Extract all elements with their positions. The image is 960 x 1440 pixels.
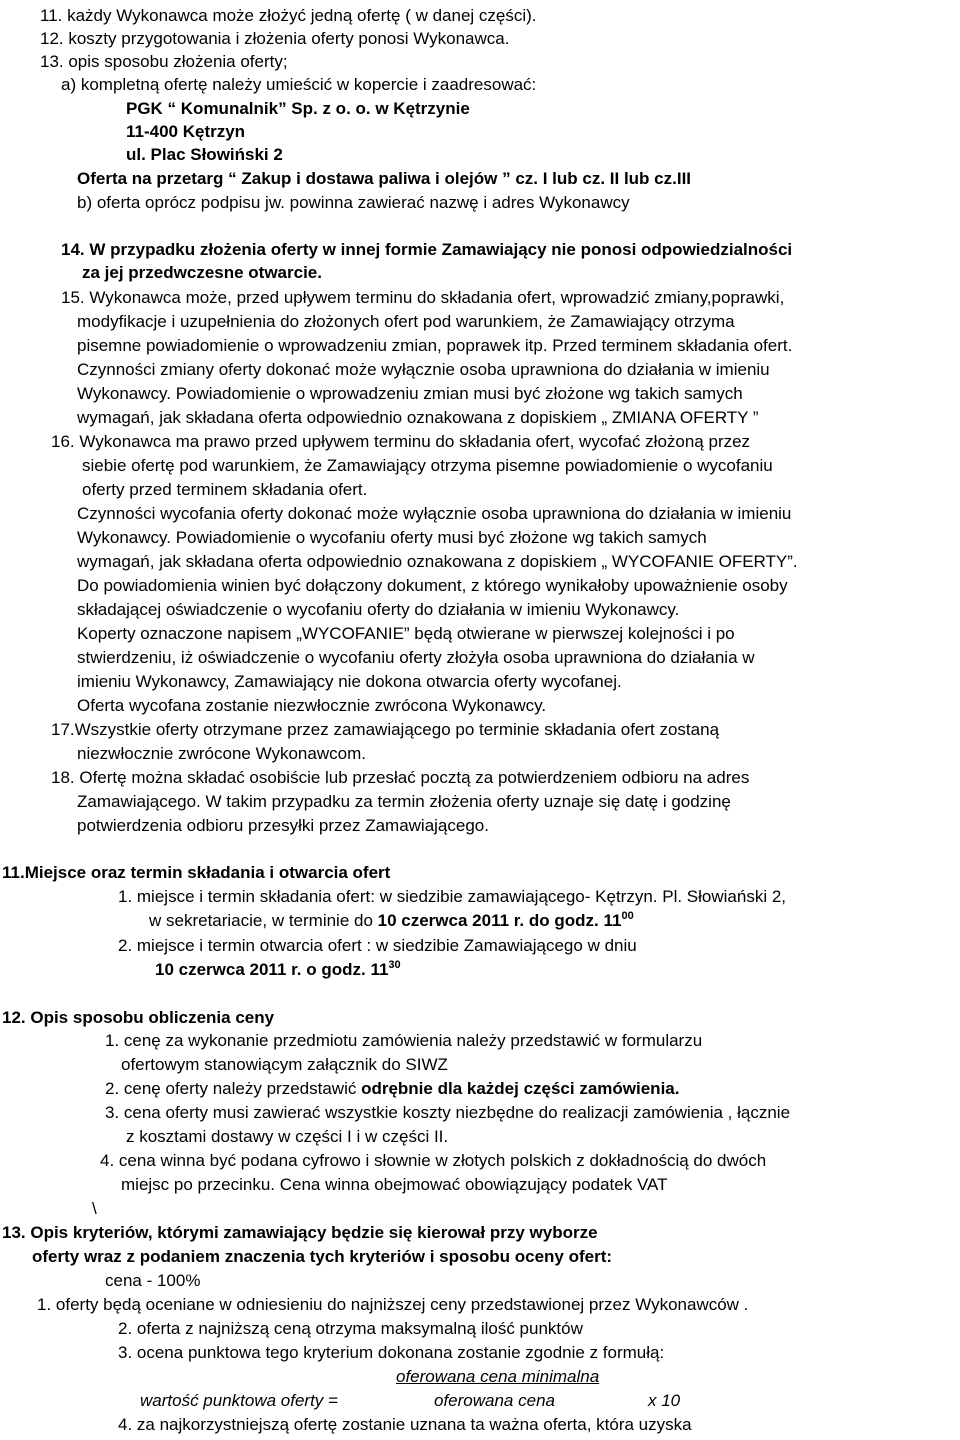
section-13-item-2: 2. oferta z najniższą ceną otrzyma maksymalną ilość punktów xyxy=(118,1319,583,1338)
formula-numerator: oferowana cena minimalna xyxy=(396,1367,600,1386)
item-16-line-9: Koperty oznaczone napisem „WYCOFANIE” będą otwierane w pierwszej kolejności i po xyxy=(77,624,735,643)
offer-title: Oferta na przetarg “ Zakup i dostawa paliwa i olejów ” cz. I lub cz. II lub cz.III xyxy=(77,169,692,188)
item-15-line-5: Wykonawcy. Powiadomienie o wprowadzeniu zmian musi być złożone wg takich samych xyxy=(77,384,743,403)
item-16-line-4: Czynności wycofania oferty dokonać może wyłącznie osoba uprawniona do działania w imieniu xyxy=(77,504,792,523)
item-16-line-7: Do powiadomienia winien być dołączony dokument, z którego wynikałoby upoważnienie osoby xyxy=(77,576,788,595)
item-16-line-10: stwierdzeniu, iż oświadczenie o wycofaniu oferty złożyła osoba uprawniona do działania w xyxy=(77,648,755,667)
section-11-item-2-line-1: 2. miejsce i termin otwarcia ofert : w siedzibie Zamawiającego w dniu xyxy=(118,936,637,955)
address-line-1: PGK “ Komunalnik” Sp. z o. o. w Kętrzynie xyxy=(126,99,470,118)
section-13-item-3: 3. ocena punktowa tego kryterium dokonana zostanie zgodnie z formułą: xyxy=(118,1343,665,1362)
item-16-line-3: oferty przed terminem składania ofert. xyxy=(82,480,368,499)
section-11-item-1-line-1: 1. miejsce i termin składania ofert: w siedzibie zamawiającego- Kętrzyn. Pl. Słowiański 2, xyxy=(118,887,786,906)
submission-minutes: 00 xyxy=(621,910,634,922)
opening-date: 10 czerwca 2011 r. o godz. 11 xyxy=(155,960,389,979)
section-12-item-3-line-1: 3. cena oferty musi zawierać wszystkie koszty niezbędne do realizacji zamówienia , łącznie xyxy=(105,1103,791,1122)
item-13b: b) oferta oprócz podpisu jw. powinna zawierać nazwę i adres Wykonawcy xyxy=(77,193,630,212)
item-16-line-12: Oferta wycofana zostanie niezwłocznie zwrócona Wykonawcy. xyxy=(77,696,547,715)
section-13-item-4: 4. za najkorzystniejszą ofertę zostanie uznana ta ważna oferta, która uzyska xyxy=(118,1415,692,1434)
item-17-line-2: niezwłocznie zwrócone Wykonawcom. xyxy=(77,744,366,763)
section-13-heading-line-2: oferty wraz z podaniem znaczenia tych kryteriów i sposobu oceny ofert: xyxy=(32,1247,613,1266)
section-12-item-2 xyxy=(105,1079,679,1099)
item-14-line-1: 14. W przypadku złożenia oferty w innej formie Zamawiający nie ponosi odpowiedzialności xyxy=(61,240,793,259)
submission-text: w sekretariacie, w terminie do xyxy=(149,911,378,930)
item-18-line-1: 18. Ofertę można składać osobiście lub przesłać pocztą za potwierdzeniem odbioru na adres xyxy=(51,768,750,787)
item-11: 11. każdy Wykonawca może złożyć jedną ofertę ( w danej części). xyxy=(40,6,537,25)
item-18-line-2: Zamawiającego. W takim przypadku za termin złożenia oferty uznaje się datę i godzinę xyxy=(77,792,731,811)
item-13a: a) kompletną ofertę należy umieścić w kopercie i zaadresować: xyxy=(61,75,537,94)
item-16-line-5: Wykonawcy. Powiadomienie o wycofaniu oferty musi być złożone wg takich samych xyxy=(77,528,707,547)
formula-denominator: oferowana cena xyxy=(434,1391,555,1410)
section-12-item-1-line-2: ofertowym stanowiącym załącznik do SIWZ xyxy=(121,1055,448,1074)
submission-deadline: 10 czerwca 2011 r. do godz. 11 xyxy=(377,911,622,930)
item-16-line-6: wymagań, jak składana oferta odpowiednio oznakowana z dopiskiem „ WYCOFANIE OFERTY”. xyxy=(77,552,798,571)
item-17-line-1: 17.Wszystkie oferty otrzymane przez zamawiającego po terminie składania ofert zostaną xyxy=(51,720,720,739)
section-12-item-3-line-2: z kosztami dostawy w części I i w części II. xyxy=(126,1127,449,1146)
item-13: 13. opis sposobu złożenia oferty; xyxy=(40,52,288,71)
item-16-line-11: imieniu Wykonawcy, Zamawiający nie dokona otwarcia oferty wycofanej. xyxy=(77,672,622,691)
section-11-item-1-line-2 xyxy=(149,911,634,931)
item-16-line-2: siebie ofertę pod warunkiem, że Zamawiający otrzyma pisemne powiadomienie o wycofaniu xyxy=(82,456,773,475)
section-12-item-1-line-1: 1. cenę za wykonanie przedmiotu zamówienia należy przedstawić w formularzu xyxy=(105,1031,703,1050)
item-16-line-8: składającej oświadczenie o wycofaniu oferty do działania w imieniu Wykonawcy. xyxy=(77,600,680,619)
address-line-3: ul. Plac Słowiński 2 xyxy=(126,145,283,164)
section-13-item-1: 1. oferty będą oceniane w odniesieniu do najniższej ceny przedstawionej przez Wykonawców . xyxy=(37,1295,749,1314)
item-15-line-2: modyfikacje i uzupełnienia do złożonych ofert pod warunkiem, że Zamawiający otrzyma xyxy=(77,312,735,331)
section-12-item-4-line-2: miejsc po przecinku. Cena winna obejmować obowiązujący podatek VAT xyxy=(121,1175,668,1194)
item-18-line-3: potwierdzenia odbioru przesyłki przez Zamawiającego. xyxy=(77,816,489,835)
item-14-line-2: za jej przedwczesne otwarcie. xyxy=(82,263,322,282)
section-12-heading: 12. Opis sposobu obliczenia ceny xyxy=(2,1008,275,1027)
price-weight: cena - 100% xyxy=(105,1271,201,1290)
section-12-item-2-bold: odrębnie dla każdej części zamówienia. xyxy=(361,1079,680,1098)
formula-multiplier: x 10 xyxy=(648,1391,681,1410)
address-line-2: 11-400 Kętrzyn xyxy=(126,122,246,141)
item-15-line-1: 15. Wykonawca może, przed upływem terminu do składania ofert, wprowadzić zmiany,poprawki, xyxy=(61,288,785,307)
item-15-line-6: wymagań, jak składana oferta odpowiednio oznakowana z dopiskiem „ ZMIANA OFERTY ” xyxy=(77,408,759,427)
stray-backslash: \ xyxy=(92,1199,97,1218)
section-11-item-2-line-2 xyxy=(155,960,401,980)
item-12: 12. koszty przygotowania i złożenia oferty ponosi Wykonawca. xyxy=(40,29,510,48)
item-15-line-3: pisemne powiadomienie o wprowadzeniu zmian, poprawek itp. Przed terminem składania ofert. xyxy=(77,336,793,355)
opening-minutes: 30 xyxy=(388,959,401,971)
item-15-line-4: Czynności zmiany oferty dokonać może wyłącznie osoba uprawniona do działania w imieniu xyxy=(77,360,770,379)
section-12-item-2-text: 2. cenę oferty należy przedstawić xyxy=(105,1079,362,1098)
item-16-line-1: 16. Wykonawca ma prawo przed upływem terminu do składania ofert, wycofać złożoną przez xyxy=(51,432,751,451)
section-13-heading-line-1: 13. Opis kryteriów, którymi zamawiający będzie się kierował przy wyborze xyxy=(2,1223,598,1242)
section-12-item-4-line-1: 4. cena winna być podana cyfrowo i słownie w złotych polskich z dokładnością do dwóch xyxy=(100,1151,767,1170)
formula-left: wartość punktowa oferty = xyxy=(140,1391,338,1410)
section-11-heading: 11.Miejsce oraz termin składania i otwarcia ofert xyxy=(2,863,391,882)
